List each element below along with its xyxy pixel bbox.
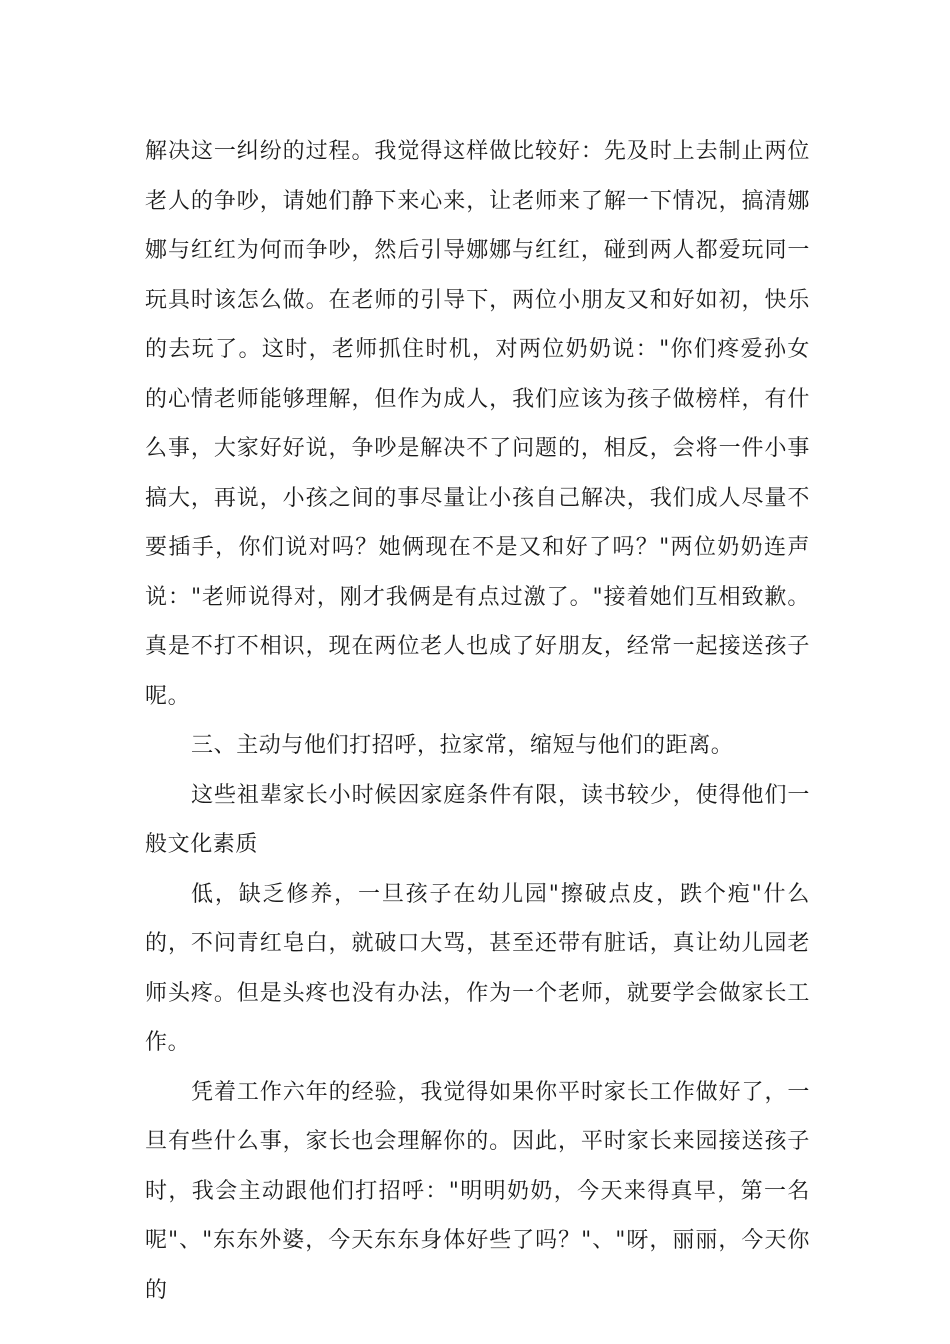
paragraph-1: 解决这一纠纷的过程。我觉得这样做比较好：先及时上去制止两位老人的争吵，请她们静下来心来，让老师来了解一下情况，搞清娜娜与红红为何而争吵，然后引导娜娜与红红，碰到两人都爱玩同一玩具时该怎么做。在老师的引导下，两位小朋友又和好如初，快乐的去玩了。这时，老师抓住时机，对两位奶奶说："你们疼爱孙女的心情老师能够理解，但作为成人，我们应该为孩子做榜样，有什么事，大家好好说，争吵是解决不了问题的，相反，会将一件小事搞大，再说，小孩之间的事尽量让小孩自己解决，我们成人尽量不要插手，你们说对吗？她俩现在不是又和好了吗？"两位奶奶连声说："老师说得对，刚才我俩是有点过激了。"接着她们互相致歉。真是不打不相识，现在两位老人也成了好朋友，经常一起接送孩子呢。	[145, 139, 810, 709]
paragraph-3: 这些祖辈家长小时候因家庭条件有限，读书较少，使得他们一般文化素质	[145, 782, 810, 857]
document-body	[145, 127, 810, 1315]
paragraph-4: 低，缺乏修养，一旦孩子在幼儿园"擦破点皮，跌个疱"什么的，不问青红皂白，就破口大骂，甚至还带有脏话，真让幼儿园老师头疼。但是头疼也没有办法，作为一个老师，就要学会做家长工作。	[145, 881, 810, 1055]
paragraph-2-section-heading: 三、主动与他们打招呼，拉家常，缩短与他们的距离。	[191, 733, 734, 758]
paragraph-5: 凭着工作六年的经验，我觉得如果你平时家长工作做好了，一旦有些什么事，家长也会理解你的。因此，平时家长来园接送孩子时，我会主动跟他们打招呼："明明奶奶，今天来得真早，第一名呢"、"东东外婆，今天东东身体好些了吗？"、"呀，丽丽，今天你的	[145, 1079, 810, 1303]
